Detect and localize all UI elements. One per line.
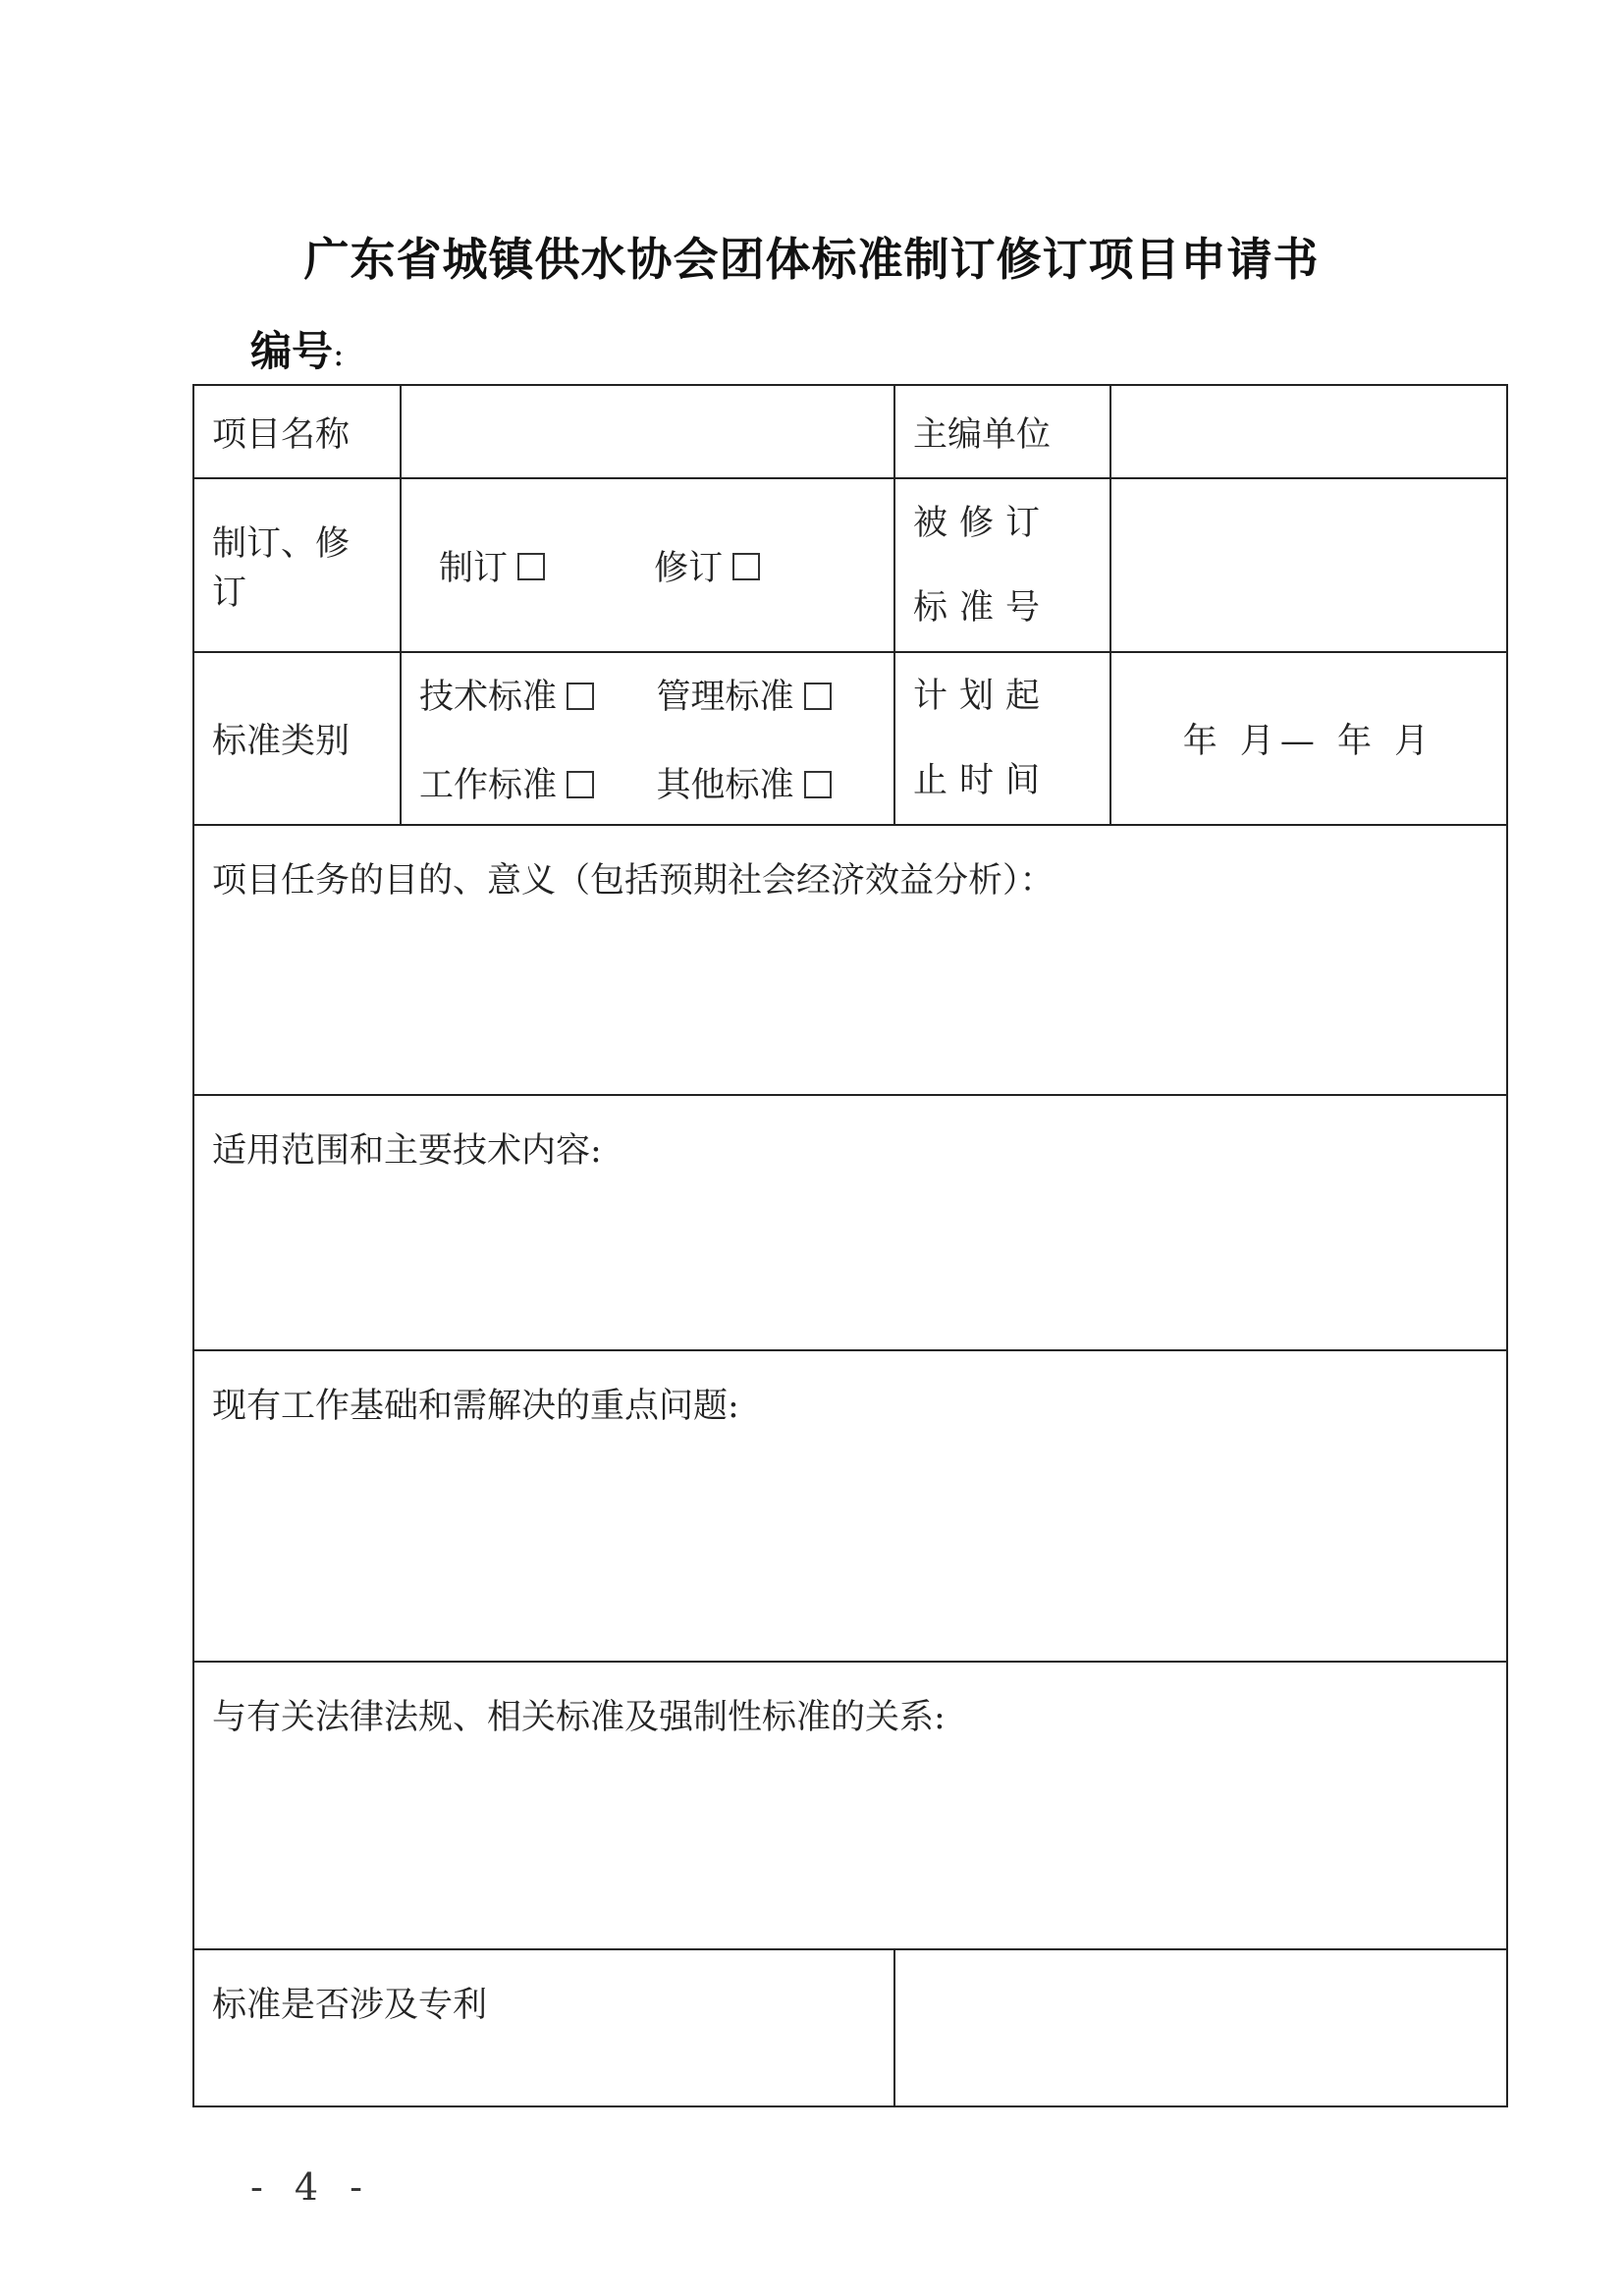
relation-field[interactable] — [193, 1662, 1507, 1949]
option-other-label: 其他标准 — [656, 766, 794, 805]
foundation-field[interactable] — [193, 1350, 1507, 1662]
plan-time-field[interactable]: 年 月— 年 月 — [1110, 652, 1507, 825]
document-number-label — [250, 319, 344, 378]
option-formulate[interactable] — [439, 549, 556, 588]
row-patent — [193, 1949, 1507, 2106]
row-foundation — [193, 1350, 1507, 1662]
row-project-name — [193, 385, 1507, 478]
number-label-colon: : — [333, 335, 345, 374]
revise-checkbox[interactable] — [732, 553, 760, 580]
project-name-field[interactable] — [401, 385, 894, 478]
row-scope — [193, 1095, 1507, 1350]
option-other[interactable] — [657, 758, 885, 807]
row-category — [193, 652, 1507, 825]
revise-type-label: 制订、修订 — [193, 478, 401, 652]
option-management-label: 管理标准 — [656, 678, 794, 717]
revise-type-options — [401, 478, 894, 652]
revised-std-no-label: 被修订标准号 — [894, 478, 1110, 652]
option-work[interactable] — [419, 758, 647, 807]
formulate-checkbox[interactable] — [517, 553, 545, 580]
option-technical[interactable] — [419, 670, 647, 719]
patent-label-cell — [193, 1949, 894, 2106]
relation-label: 与有关法律法规、相关标准及强制性标准的关系: — [212, 1698, 946, 1737]
page-number: - 4 - — [250, 2165, 373, 2209]
option-revise-label: 修订 — [654, 548, 724, 588]
chief-editor-field[interactable] — [1110, 385, 1507, 478]
application-form-table — [192, 384, 1508, 2107]
purpose-label: 项目任务的目的、意义（包括预期社会经济效益分析）： — [212, 861, 1055, 901]
plan-time-label: 计划起止时间 — [894, 652, 1110, 825]
foundation-label: 现有工作基础和需解决的重点问题: — [212, 1387, 739, 1426]
patent-label: 标准是否涉及专利 — [212, 1986, 488, 2025]
number-label-text: 编号 — [250, 327, 334, 375]
purpose-field[interactable] — [193, 825, 1507, 1095]
project-name-label: 项目名称 — [193, 385, 401, 478]
option-technical-label: 技术标准 — [419, 678, 558, 717]
scope-field[interactable] — [193, 1095, 1507, 1350]
category-label: 标准类别 — [193, 652, 401, 825]
technical-checkbox[interactable] — [567, 683, 594, 710]
row-relation — [193, 1662, 1507, 1949]
patent-field[interactable] — [894, 1949, 1507, 2106]
row-purpose — [193, 825, 1507, 1095]
option-management[interactable] — [657, 670, 885, 719]
management-checkbox[interactable] — [804, 683, 832, 710]
option-work-label: 工作标准 — [419, 766, 558, 805]
option-formulate-label: 制订 — [439, 548, 509, 588]
row-revise-type — [193, 478, 1507, 652]
scope-label: 适用范围和主要技术内容: — [212, 1131, 602, 1171]
page-title: 广东省城镇供水协会团体标准制订修订项目申请书 — [303, 233, 1320, 286]
category-options — [401, 652, 894, 825]
revised-std-no-field[interactable] — [1110, 478, 1507, 652]
option-revise[interactable] — [654, 549, 760, 588]
other-checkbox[interactable] — [804, 771, 832, 798]
chief-editor-label: 主编单位 — [894, 385, 1110, 478]
work-checkbox[interactable] — [567, 771, 594, 798]
